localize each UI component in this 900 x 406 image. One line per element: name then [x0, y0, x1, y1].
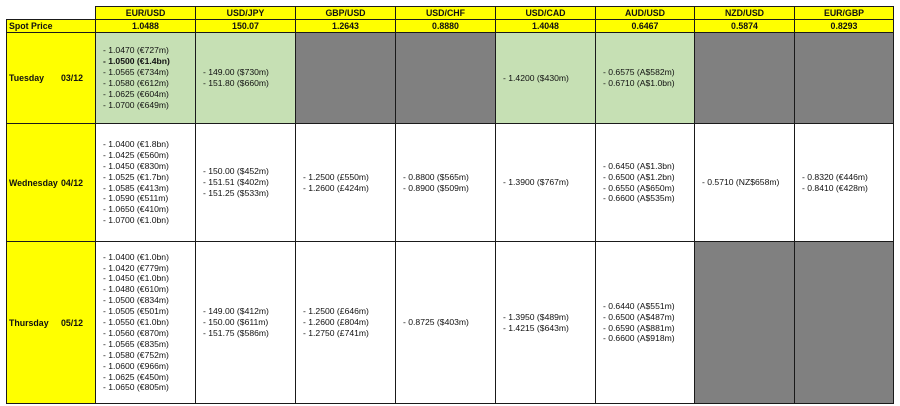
- expiry-line: - 0.6600 (A$918m): [603, 333, 675, 344]
- expiry-line: - 1.0590 (€511m): [103, 193, 169, 204]
- expiry-line: - 0.8900 ($509m): [403, 182, 469, 193]
- pair-header: USD/CHF: [396, 7, 496, 20]
- day-date: 05/12: [61, 317, 84, 328]
- expiry-line: - 1.0425 (€560m): [103, 149, 169, 160]
- expiry-line: - 1.0650 (€805m): [103, 382, 169, 393]
- no-expiry-cell: [296, 33, 396, 124]
- expiry-line: - 1.0625 (€604m): [103, 88, 169, 99]
- spot-price-value: 1.0488: [96, 20, 196, 33]
- expiry-line: - 0.6500 (A$487m): [603, 311, 675, 322]
- expiry-line: - 0.8800 ($565m): [403, 171, 469, 182]
- expiry-line: - 1.4200 ($430m): [503, 72, 569, 83]
- no-expiry-cell: [795, 33, 894, 124]
- expiry-cell: [96, 124, 196, 242]
- expiry-line: - 1.0505 (€501m): [103, 306, 169, 317]
- pair-header: AUD/USD: [596, 7, 695, 20]
- expiry-cell: [496, 33, 596, 124]
- spot-price-value: 0.8293: [795, 20, 894, 33]
- expiry-cell: [196, 124, 296, 242]
- day-date: 04/12: [61, 177, 84, 188]
- spot-price-value: 0.8880: [396, 20, 496, 33]
- expiry-line: - 1.0525 (€1.7bn): [103, 171, 169, 182]
- spot-price-label: Spot Price: [7, 20, 96, 33]
- expiry-line: - 1.0480 (€610m): [103, 284, 169, 295]
- day-label: [7, 33, 96, 124]
- expiry-line: - 1.0560 (€870m): [103, 327, 169, 338]
- expiry-line: - 0.6575 (A$582m): [603, 67, 675, 78]
- expiry-line: - 1.0500 (€834m): [103, 295, 169, 306]
- expiry-line: - 1.0450 (€830m): [103, 160, 169, 171]
- expiry-line: - 1.2500 (£646m): [303, 306, 369, 317]
- no-expiry-cell: [396, 33, 496, 124]
- expiry-line: - 0.6590 (A$881m): [603, 322, 675, 333]
- expiry-line: - 1.0400 (€1.0bn): [103, 251, 169, 262]
- header-row: [7, 7, 894, 20]
- expiry-line: - 1.0700 (€1.0bn): [103, 215, 169, 226]
- expiry-line: - 1.0580 (€612m): [103, 78, 169, 88]
- expiry-line: - 1.0700 (€649m): [103, 99, 169, 110]
- expiry-line: - 149.00 ($412m): [203, 306, 269, 317]
- day-row: [7, 242, 894, 404]
- pair-header: USD/JPY: [196, 7, 296, 20]
- expiry-line: - 0.5710 (NZ$658m): [702, 177, 780, 188]
- expiry-line: - 1.0625 (€450m): [103, 371, 169, 382]
- expiry-line: - 1.0500 (€1.4bn): [103, 56, 170, 67]
- expiry-cell: [296, 242, 396, 404]
- spot-price-value: 150.07: [196, 20, 296, 33]
- expiry-line: - 1.2750 (£741m): [303, 327, 369, 338]
- expiry-cell: [96, 33, 196, 124]
- day-label: [7, 242, 96, 404]
- expiry-cell: [596, 33, 695, 124]
- expiry-cell: [396, 124, 496, 242]
- no-expiry-cell: [695, 242, 795, 404]
- expiry-line: - 1.0585 (€413m): [103, 182, 169, 193]
- expiry-line: - 1.0565 (€835m): [103, 338, 169, 349]
- expiry-line: - 1.2500 (£550m): [303, 171, 369, 182]
- expiry-line: - 1.0650 (€410m): [103, 204, 169, 215]
- day-name: Tuesday: [9, 73, 45, 83]
- expiry-line: - 151.25 ($533m): [203, 187, 269, 198]
- pair-header: EUR/GBP: [795, 7, 894, 20]
- expiry-line: - 1.0580 (€752m): [103, 349, 169, 360]
- spot-price-value: 0.5874: [695, 20, 795, 33]
- expiry-cell: [596, 124, 695, 242]
- expiry-line: - 0.8725 ($403m): [403, 317, 469, 328]
- expiry-line: - 0.6550 (A$650m): [603, 182, 675, 193]
- no-expiry-cell: [795, 242, 894, 404]
- day-name: Wednesday: [9, 177, 58, 188]
- expiry-line: - 0.6450 (A$1.3bn): [603, 160, 675, 171]
- table-body: [7, 7, 894, 404]
- expiry-line: - 0.8320 (€446m): [802, 171, 868, 182]
- corner-cell: [7, 7, 96, 20]
- expiry-line: - 1.0470 (€727m): [103, 45, 169, 56]
- spot-price-value: 1.2643: [296, 20, 396, 33]
- day-label: [7, 124, 96, 242]
- expiry-line: - 1.0550 (€1.0bn): [103, 317, 169, 328]
- expiry-cell: [96, 242, 196, 404]
- expiry-line: - 1.2600 (£804m): [303, 317, 369, 328]
- expiry-cell: [296, 124, 396, 242]
- expiry-cell: [196, 33, 296, 124]
- expiry-line: - 150.00 ($611m): [203, 317, 269, 328]
- expiry-cell: [695, 124, 795, 242]
- expiry-line: - 149.00 ($730m): [203, 67, 269, 78]
- day-row: [7, 33, 894, 124]
- expiry-line: - 1.0450 (€1.0bn): [103, 273, 169, 284]
- expiry-line: - 1.0565 (€734m): [103, 67, 169, 78]
- pair-header: GBP/USD: [296, 7, 396, 20]
- expiry-line: - 151.80 ($660m): [203, 78, 269, 88]
- expiry-line: - 0.6440 (A$551m): [603, 300, 675, 311]
- expiry-line: - 0.6600 (A$535m): [603, 193, 675, 204]
- pair-header: NZD/USD: [695, 7, 795, 20]
- expiry-line: - 1.3900 ($767m): [503, 177, 569, 188]
- fx-expiry-table: [6, 6, 894, 404]
- day-row: [7, 124, 894, 242]
- expiry-line: - 1.4215 ($643m): [503, 322, 569, 333]
- expiry-cell: [596, 242, 695, 404]
- pair-header: EUR/USD: [96, 7, 196, 20]
- expiry-line: - 1.0600 (€966m): [103, 360, 169, 371]
- pair-header: USD/CAD: [496, 7, 596, 20]
- day-date: 03/12: [61, 73, 84, 83]
- expiry-line: - 0.8410 (€428m): [802, 182, 868, 193]
- expiry-line: - 1.0400 (€1.8bn): [103, 138, 169, 149]
- expiry-cell: [196, 242, 296, 404]
- spot-price-value: 0.6467: [596, 20, 695, 33]
- expiry-cell: [496, 242, 596, 404]
- expiry-cell: [496, 124, 596, 242]
- expiry-line: - 1.2600 (£424m): [303, 182, 369, 193]
- day-name: Thursday: [9, 317, 49, 328]
- expiry-line: - 1.0420 (€779m): [103, 262, 169, 273]
- spot-price-value: 1.4048: [496, 20, 596, 33]
- expiry-line: - 0.6500 (A$1.2bn): [603, 171, 675, 182]
- expiry-line: - 151.75 ($586m): [203, 327, 269, 338]
- expiry-line: - 1.3950 ($489m): [503, 311, 569, 322]
- expiry-line: - 0.6710 (A$1.0bn): [603, 78, 675, 88]
- expiry-line: - 150.00 ($452m): [203, 166, 269, 177]
- expiry-cell: [396, 242, 496, 404]
- expiry-line: - 151.51 ($402m): [203, 177, 269, 188]
- no-expiry-cell: [695, 33, 795, 124]
- spot-price-row: [7, 20, 894, 33]
- expiry-cell: [795, 124, 894, 242]
